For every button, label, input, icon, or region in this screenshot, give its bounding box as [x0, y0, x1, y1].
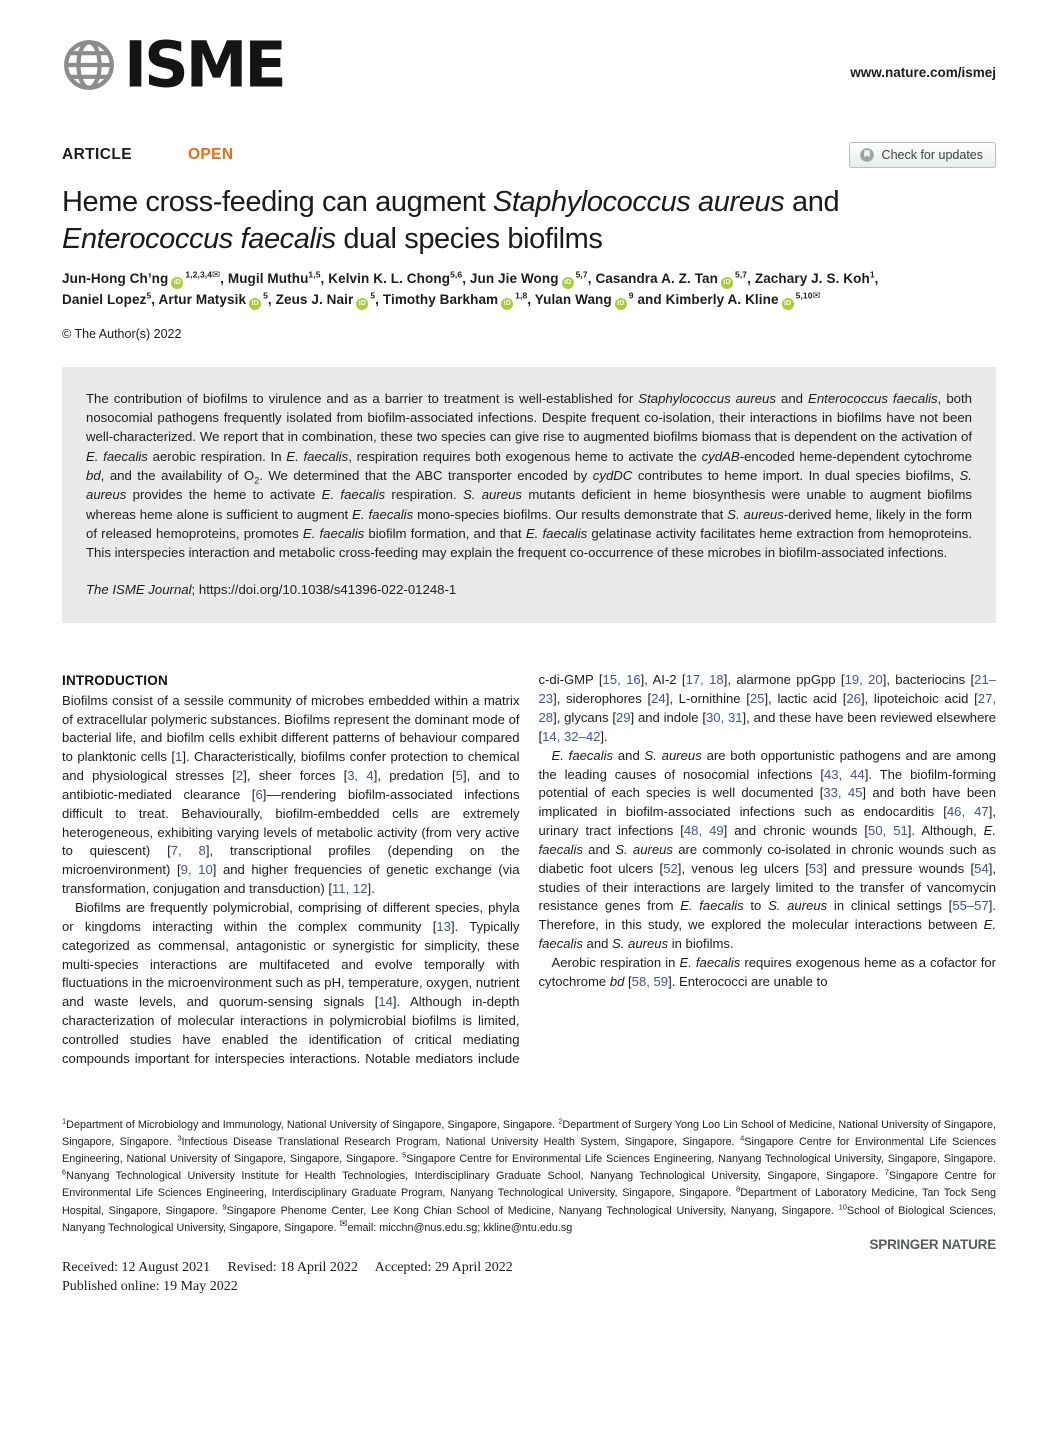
paper-page — [0, 27, 1058, 1296]
text-segment: ], predation [ — [373, 768, 456, 784]
text-segment: ]. Typically categorized as commensal, antagonistic or synergistic for simplicity, these multi-species interactions are multifaceted and evolve temporally with fluctuations in the microenvironment such as pH, temperature, oxygen, nutrient and waste levels, and quorum-sensing signals [ — [62, 918, 520, 1010]
italic-text: bd — [86, 467, 101, 483]
italic-text: E. faecalis — [525, 525, 588, 541]
citation-link[interactable]: 15, 16 — [602, 672, 641, 688]
text-segment: ], and to antibiotic-mediated clearance [ — [62, 768, 520, 802]
text-segment: , and the availability of O — [100, 467, 255, 483]
text-segment: Mugil Muthu — [227, 271, 309, 287]
text-segment: School of Biological Sciences, Nanyang Technological University, Singapore, Singapore. — [62, 1204, 996, 1234]
text-segment: ], AI-2 [ — [640, 672, 686, 688]
citation-link[interactable]: 14 — [378, 994, 393, 1010]
superscript-marker: 6 — [62, 1167, 67, 1177]
text-segment: ], alarmone ppGpp [ — [723, 672, 845, 688]
superscript-marker: 5 — [402, 1150, 407, 1160]
text-segment: ]. The biofilm-forming potential of each species is well documented [ — [538, 766, 996, 801]
orcid-icon: iD — [721, 277, 733, 289]
text-segment: mono-species biofilms. Our results demonstrate that — [413, 506, 728, 522]
text-segment: , — [462, 271, 470, 287]
orcid-icon: iD — [249, 298, 261, 310]
italic-text: Staphylococcus aureus — [638, 390, 776, 406]
journal-logo-text: ISME — [124, 27, 284, 102]
text-segment: ]. — [367, 881, 375, 897]
italic-text: S. aureus — [612, 936, 669, 952]
superscript-marker: 1,8 — [515, 290, 528, 301]
citation-link[interactable]: 54 — [974, 860, 989, 876]
citation-link[interactable]: 50, 51 — [868, 823, 908, 839]
text-segment: ] and higher frequencies of genetic exchange (via transformation, conjugation and transduction) [ — [62, 862, 520, 897]
text-segment: . We determined that the ABC transporter encoded by — [259, 467, 593, 483]
superscript-marker: 5,10 — [795, 290, 813, 301]
citation-link[interactable]: 11, 12 — [332, 881, 368, 897]
text-segment: and — [582, 841, 616, 857]
citation-link[interactable]: 53 — [808, 860, 824, 876]
citation-link[interactable]: 27, 28 — [538, 691, 996, 725]
text-segment: ], lactic acid [ — [764, 691, 847, 707]
text-segment: aerobic respiration. In — [147, 448, 287, 464]
envelope-icon: ✉ — [339, 1217, 348, 1229]
text-segment: Infectious Disease Translational Research Program, National University Health System, Singapore, Singapore. — [181, 1136, 741, 1149]
text-segment: Yulan Wang — [534, 291, 612, 307]
text-segment: ]. Although in-depth characterization of molecular interactions in polymicrobial biofilms is limited, controlled studies have enabled the identification of critical mediating compounds important for interspecies interactions. Notable mediators include c-di-GMP [ — [62, 672, 603, 1066]
citation-link[interactable]: 55–57 — [952, 898, 989, 914]
text-segment: , — [747, 271, 755, 287]
text-segment: Singapore Centre for Environmental Life Sciences Engineering, Nanyang Technological University, Singapore, Singapore. — [406, 1153, 997, 1166]
orcid-icon: iD — [171, 277, 183, 289]
citation-link[interactable]: 26 — [846, 691, 861, 707]
text-segment: , — [267, 291, 276, 307]
italic-text: S. aureus — [86, 467, 972, 503]
article-meta-row — [62, 142, 996, 168]
italic-text: E. faecalis — [538, 823, 996, 857]
text-segment: mutants deficient in heme biosynthesis were unable to augment biofilms whereas heme alone is sufficient to augment — [86, 487, 972, 522]
received-date: Received: 12 August 2021 — [62, 1259, 211, 1275]
italic-text: Enterococcus faecalis — [62, 222, 336, 255]
abstract-text — [86, 389, 972, 562]
text-segment: respiration. — [385, 487, 463, 503]
article-dates — [62, 1259, 996, 1297]
citation-link[interactable]: 33, 45 — [823, 785, 863, 801]
superscript-marker: 5 — [146, 290, 152, 301]
published-date: Published online: 19 May 2022 — [62, 1278, 238, 1294]
citation-link[interactable]: 13 — [436, 918, 451, 934]
text-segment: ], L-ornithine [ — [665, 691, 750, 707]
superscript-marker: 3 — [177, 1133, 182, 1143]
superscript-marker: 1 — [869, 269, 875, 280]
italic-text: E. faecalis — [352, 506, 414, 522]
text-segment: ], bacteriocins [ — [882, 672, 975, 688]
citation-link[interactable]: 14, 32–42 — [542, 728, 601, 744]
italic-text: S. aureus — [727, 506, 784, 522]
introduction-heading: INTRODUCTION — [62, 673, 168, 689]
doi-line — [86, 582, 972, 597]
text-segment: ] and chronic wounds [ — [723, 823, 869, 839]
superscript-marker: 5 — [263, 290, 268, 301]
italic-text: Staphylococcus aureus — [492, 186, 785, 218]
italic-text: E. faecalis — [286, 448, 349, 464]
citation-link[interactable]: 46, 47 — [946, 804, 989, 820]
italic-text: bd — [609, 973, 625, 989]
text-segment: Timothy Barkham — [382, 291, 499, 307]
orcid-icon: iD — [356, 298, 368, 310]
check-for-updates-label: Check for updates — [881, 148, 983, 162]
text-segment: Department of Microbiology and Immunology, National University of Singapore, Singapore, Singapore. — [66, 1119, 559, 1132]
abstract-box — [62, 367, 996, 623]
text-segment: in biofilms. — [668, 936, 734, 952]
published-row — [62, 1278, 996, 1297]
text-segment: are both opportunistic pathogens and are among the leading causes of nosocomial infections [ — [538, 747, 997, 782]
citation-link[interactable]: 43, 44 — [824, 766, 865, 782]
text-segment: , respiration requires both exogenous heme to activate the — [348, 448, 702, 464]
orcid-icon: iD — [782, 298, 794, 310]
introduction-paragraph — [539, 954, 997, 992]
text-segment: ], venous leg ulcers [ — [677, 860, 809, 876]
text-segment: ]. — [600, 728, 608, 744]
superscript-marker: 4 — [740, 1133, 745, 1143]
italic-text: E. faecalis — [302, 525, 365, 541]
italic-text: E. faecalis — [86, 448, 148, 464]
citation-link[interactable]: 3, 4 — [347, 768, 374, 784]
superscript-marker: 5,7 — [575, 269, 588, 280]
text-segment: Singapore Phenome Center, Lee Kong Chian School of Medicine, Nanyang Technological University, Nanyang, Singapore. — [226, 1204, 839, 1217]
italic-text: Enterococcus faecalis — [808, 390, 938, 406]
text-segment: are commonly co-isolated in chronic wounds such as diabetic foot ulcers [ — [538, 841, 996, 876]
superscript-marker: 9 — [222, 1201, 227, 1211]
italic-text: cydAB — [701, 448, 740, 464]
text-segment: ]. Therefore, in this study, we explored the molecular interactions between — [538, 898, 997, 933]
italic-text: E. faecalis — [679, 954, 741, 970]
citation-link[interactable]: 30, 31 — [705, 709, 743, 725]
citation-link[interactable]: 17, 18 — [685, 672, 724, 688]
text-segment: Nanyang Technological University Institute for Health Technologies, Interdisciplinary Graduate School, Nanyang Technological University, Singapore, Singapore. — [66, 1170, 885, 1183]
text-segment: Jun-Hong Ch’ng — [62, 271, 169, 287]
accepted-date: Accepted: 29 April 2022 — [374, 1259, 513, 1275]
text-segment: provides the heme to activate — [126, 487, 322, 503]
text-segment: ]––rendering biofilm-associated infections difficult to treat. Behaviourally, biofilm-embedded cells are extremely heterogeneous, exhibiting varying levels of metabolic activity (from very active to quiescent) [ — [62, 786, 520, 859]
italic-text: E. faecalis — [680, 898, 744, 914]
text-segment: Biofilms are frequently polymicrobial, comprising of different species, phyla or kingdoms interacting within the complex community [ — [62, 900, 520, 934]
text-segment: ] and pressure wounds [ — [823, 860, 975, 876]
text-segment: and — [784, 186, 840, 218]
citation-link[interactable]: 58, 59 — [631, 973, 669, 989]
orcid-icon: iD — [615, 298, 627, 310]
citation-link[interactable]: 24 — [651, 691, 666, 707]
citation-link[interactable]: 25 — [749, 691, 765, 707]
italic-text: E. faecalis — [551, 747, 614, 763]
italic-text: S. aureus — [615, 841, 673, 857]
text-segment: ] and indole [ — [630, 709, 706, 725]
envelope-icon: ✉ — [212, 269, 221, 281]
revised-date: Revised: 18 April 2022 — [227, 1259, 358, 1275]
text-segment: , both nosocomial pathogens frequently isolated from biofilm-associated infections. Despite frequent co-isolation, their interactions in biofilms have not been well-characterized. We report that in combination, these two species can give rise to augmented biofilms biomass that is dependent on the activation of — [86, 390, 972, 445]
text-segment: Zachary J. S. Koh — [754, 271, 870, 287]
citation-link[interactable]: 7, 8 — [170, 843, 206, 859]
citation-link[interactable]: 48, 49 — [683, 823, 724, 839]
text-segment: Casandra A. Z. Tan — [595, 271, 719, 287]
superscript-marker: 7 — [884, 1167, 889, 1177]
text-segment: Aerobic respiration in — [551, 954, 680, 970]
open-access-label: OPEN — [187, 146, 234, 163]
citation-link[interactable]: 29 — [615, 709, 631, 725]
text-segment: ; https://doi.org/10.1038/s41396-022-01248-1 — [191, 582, 457, 598]
text-segment: , — [587, 271, 596, 287]
text-segment: , — [874, 271, 879, 287]
superscript-marker: 2 — [558, 1116, 563, 1126]
text-segment: , — [151, 291, 159, 307]
check-for-updates-button[interactable] — [849, 142, 996, 168]
text-segment: email: micchn@nus.edu.sg; kkline@ntu.edu.sg — [347, 1221, 573, 1234]
text-segment: and — [633, 291, 666, 307]
text-segment: requires exogenous heme as a cofactor for cytochrome — [538, 954, 997, 989]
text-segment: Artur Matysik — [158, 291, 247, 307]
introduction-paragraph — [62, 692, 520, 899]
article-type-label: ARTICLE — [62, 146, 132, 163]
italic-text: E. faecalis — [538, 917, 996, 952]
text-segment: , — [527, 291, 535, 307]
text-segment: ]. Characteristically, biofilms confer protection to chemical and physiological stresses [ — [62, 749, 520, 784]
globe-icon — [62, 38, 116, 92]
text-segment: and — [582, 936, 613, 952]
citation-link[interactable]: 9, 10 — [180, 862, 213, 878]
text-segment: contributes to heme import. In dual species biofilms, — [632, 467, 960, 483]
italic-text: S. aureus — [644, 747, 702, 763]
author-list — [62, 269, 996, 311]
citation-link[interactable]: 5 — [455, 768, 463, 784]
page-title — [62, 184, 992, 257]
citation-link[interactable]: 19, 20 — [844, 672, 883, 688]
text-segment: Jun Jie Wong — [469, 271, 559, 287]
text-segment: ], glycans [ — [553, 709, 616, 725]
superscript-marker: 10 — [838, 1201, 847, 1211]
orcid-icon: iD — [501, 298, 513, 310]
masthead — [62, 27, 996, 102]
text-segment: ], siderophores [ — [553, 691, 652, 707]
superscript-marker: 5,7 — [735, 269, 748, 280]
text-segment: [ — [624, 973, 632, 989]
text-segment: gelatinase activity facilitates heme extraction from hemoproteins. This interspecies interaction and metabolic cross-feeding may explain the frequent co-occurrence of these microbes in biofilm-associated infections. — [86, 525, 973, 561]
journal-url: www.nature.com/ismej — [850, 64, 996, 80]
superscript-marker: 1,2,3,4 — [185, 269, 213, 280]
text-segment: ], transcriptional profiles (depending on the microenvironment) [ — [62, 843, 520, 878]
received-revised-accepted-row — [62, 1259, 996, 1278]
text-segment: in clinical settings [ — [827, 898, 953, 914]
text-segment: , — [220, 271, 228, 287]
italic-text: S. aureus — [768, 898, 828, 914]
citation-link[interactable]: 1 — [175, 749, 183, 765]
text-segment: Singapore Centre for Environmental Life Sciences Engineering, Interdisciplinary Graduate Program, Nanyang Technological University, Singapore, Singapore. — [62, 1170, 996, 1200]
affiliations-footnote — [62, 1117, 996, 1236]
orcid-icon: iD — [562, 277, 574, 289]
journal-logo — [62, 27, 284, 102]
italic-text: E. faecalis — [321, 487, 386, 503]
text-segment: -derived heme, likely in the form of released hemoproteins, promotes — [86, 506, 973, 541]
italic-text: The ISME Journal — [86, 582, 192, 598]
text-segment: Heme cross-feeding can augment — [62, 186, 493, 218]
superscript-marker: 5,6 — [450, 269, 463, 280]
superscript-marker: 1,5 — [308, 269, 321, 280]
italic-text: S. aureus — [462, 487, 523, 503]
text-segment: Singapore Centre for Environmental Life Sciences Engineering, National University of Singapore, Singapore, Singapore. — [62, 1136, 996, 1166]
text-segment: ], urinary tract infections [ — [538, 804, 996, 839]
introduction-section — [62, 671, 996, 1075]
citation-link[interactable]: 21–23 — [538, 672, 997, 707]
citation-link[interactable]: 52 — [663, 860, 678, 876]
text-segment: Department of Surgery Yong Loo Lin School of Medicine, National University of Singapore, Singapore, Singapore. — [62, 1119, 996, 1149]
text-segment: , — [320, 271, 329, 287]
text-segment: Kimberly A. Kline — [665, 291, 779, 307]
text-segment: dual species biofilms — [335, 222, 603, 255]
text-segment: -encoded heme-dependent cytochrome — [739, 448, 973, 464]
introduction-paragraph — [539, 747, 997, 954]
text-segment: Zeus J. Nair — [275, 291, 354, 307]
superscript-marker: 5 — [370, 290, 376, 301]
citation-link[interactable]: 2 — [235, 768, 244, 784]
text-segment: Daniel Lopez — [62, 291, 147, 307]
text-segment: ]. Enterococci are unable to — [668, 973, 828, 989]
text-segment: ], sheer forces [ — [243, 768, 348, 784]
text-segment: biofilm formation, and that — [364, 525, 526, 541]
text-segment: ] and both have been implicated in biofilm-associated infections such as endocarditis [ — [538, 785, 996, 820]
text-segment: , — [375, 291, 383, 307]
citation-link[interactable]: 6 — [255, 786, 263, 802]
text-segment: Kelvin K. L. Chong — [328, 271, 451, 287]
superscript-marker: 1 — [62, 1116, 67, 1126]
text-segment: ], studies of their interactions are largely limited to the transfer of vancomycin resistance genes from — [538, 860, 997, 914]
text-segment: to — [743, 898, 769, 914]
text-segment: ], and these have been reviewed elsewhere [ — [538, 709, 997, 744]
text-segment: and — [776, 390, 809, 406]
text-segment: and — [613, 747, 645, 763]
crossmark-icon — [859, 147, 875, 163]
copyright-notice: © The Author(s) 2022 — [62, 326, 182, 341]
superscript-marker: 8 — [736, 1184, 741, 1194]
italic-text: cydDC — [592, 467, 633, 483]
text-segment: ], lipoteichoic acid [ — [860, 691, 978, 707]
text-segment: Biofilms consist of a sessile community of microbes embedded within a matrix of extracellular polymeric substances. Biofilms represent the dominant mode of bacterial life, and biofilm cells exhibit different patterns of behaviour compared to planktonic cells [ — [62, 692, 520, 765]
text-segment: 2 — [254, 475, 260, 486]
text-segment: Department of Laboratory Medicine, Tan Tock Seng Hospital, Singapore, Singapore. — [62, 1187, 996, 1217]
envelope-icon: ✉ — [812, 290, 821, 302]
superscript-marker: 9 — [628, 290, 634, 301]
text-segment: ]. Although, — [907, 823, 984, 839]
publisher-logo: SPRINGER NATURE — [869, 1237, 996, 1253]
text-segment: The contribution of biofilms to virulence and as a barrier to treatment is well-established for — [86, 390, 639, 406]
